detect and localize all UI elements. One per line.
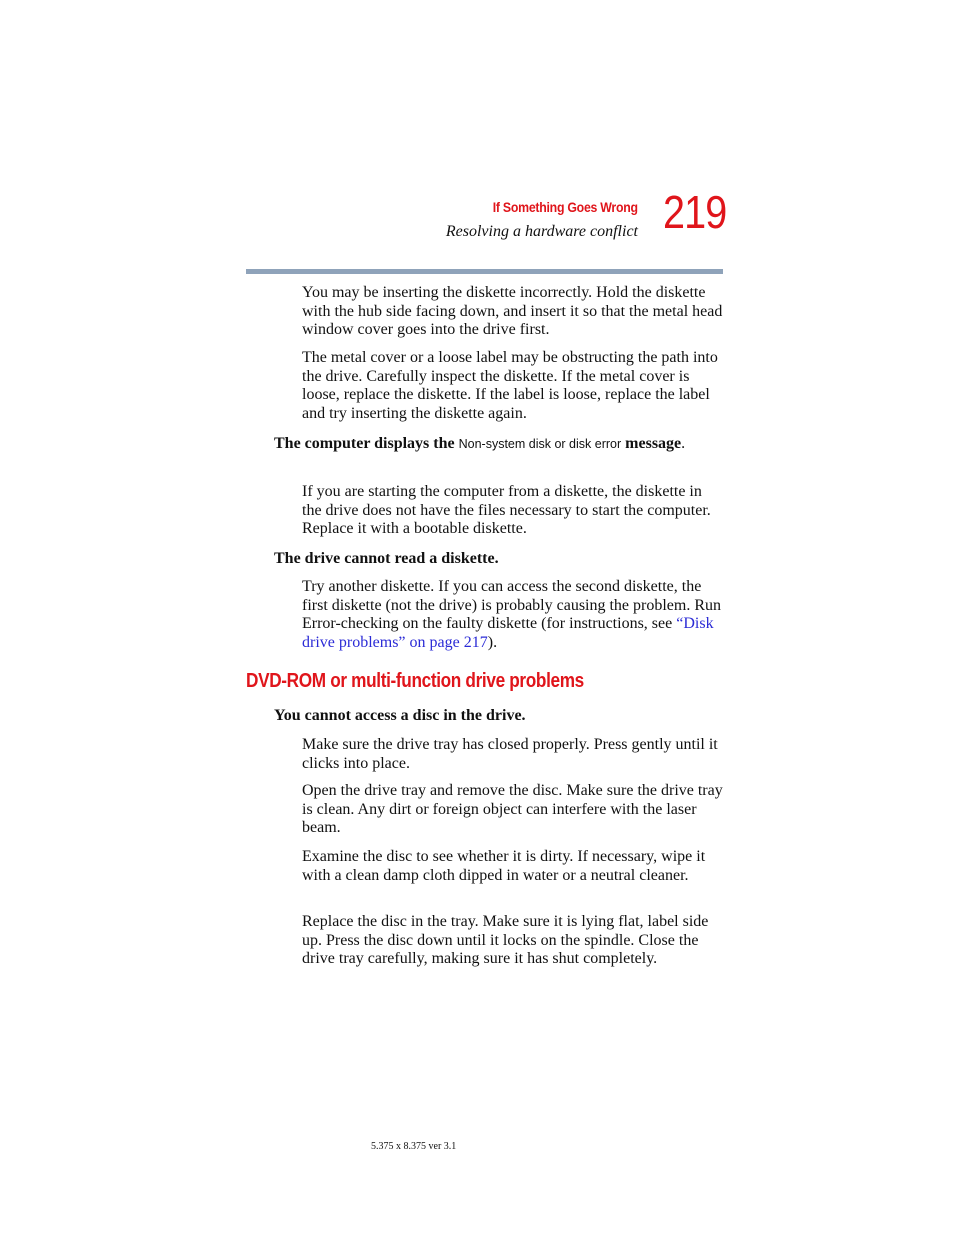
paragraph-try-another-text: Try another diskette. If you can access the second diskette, the first diskette (not the drive) is probably causing the problem. Run Error-checking on the faulty diskette (for instructions, see [302,578,722,633]
page-number: 219 [663,186,727,238]
problem-heading-non-system-disk [274,434,724,455]
running-header-subtitle: Resolving a hardware conflict [445,223,638,240]
section-heading: DVD-ROM or multi-function drive problems [246,670,584,692]
problem-heading-prefix: The computer displays the [274,435,459,452]
paragraph-metal-cover: The metal cover or a loose label may be obstructing the path into the drive. Carefully inspect the diskette. If the metal cover is loose, replace the diskette. If the label is loose, replace the label and try inserting the diskette again. [302,349,718,423]
paragraph-bootable-diskette: If you are starting the computer from a diskette, the diskette in the drive does not have the files necessary to start the computer. Replace it with a bootable diskette. [302,483,711,538]
problem-heading-period: . [681,435,686,452]
header-rule [246,269,723,274]
paragraph-insert-diskette: You may be inserting the diskette incorrectly. Hold the diskette with the hub side facing down, and insert it so that the metal head window cover goes into the drive first. [302,284,723,339]
error-message-code: Non-system disk or disk error [458,437,622,451]
paragraph-try-another [302,578,724,653]
paragraph-disc-dirty: Examine the disc to see whether it is dirty. If necessary, wipe it with a clean damp cloth dipped in water or a neutral cleaner. [302,848,706,884]
paragraph-try-another-end: ). [487,634,498,652]
problem-heading-cannot-read: The drive cannot read a diskette. [274,550,499,567]
paragraph-replace-disc: Replace the disc in the tray. Make sure it is lying flat, label side up. Press the disc down until it locks on the spindle. Close the drive tray carefully, making sure it has shut completely. [302,913,709,968]
problem-heading-cannot-access-disc: You cannot access a disc in the drive. [274,707,526,724]
paragraph-drive-tray-closed: Make sure the drive tray has closed properly. Press gently until it clicks into place. [302,736,718,772]
footer-version: 5.375 x 8.375 ver 3.1 [371,1141,457,1152]
cross-reference-link[interactable]: “Disk drive problems” on page 217 [302,615,714,652]
problem-heading-suffix: message [621,435,682,452]
paragraph-drive-tray-clean: Open the drive tray and remove the disc. Make sure the drive tray is clean. Any dirt or foreign object can interfere with the laser beam. [302,782,723,837]
running-header-title: If Something Goes Wrong [493,199,638,215]
